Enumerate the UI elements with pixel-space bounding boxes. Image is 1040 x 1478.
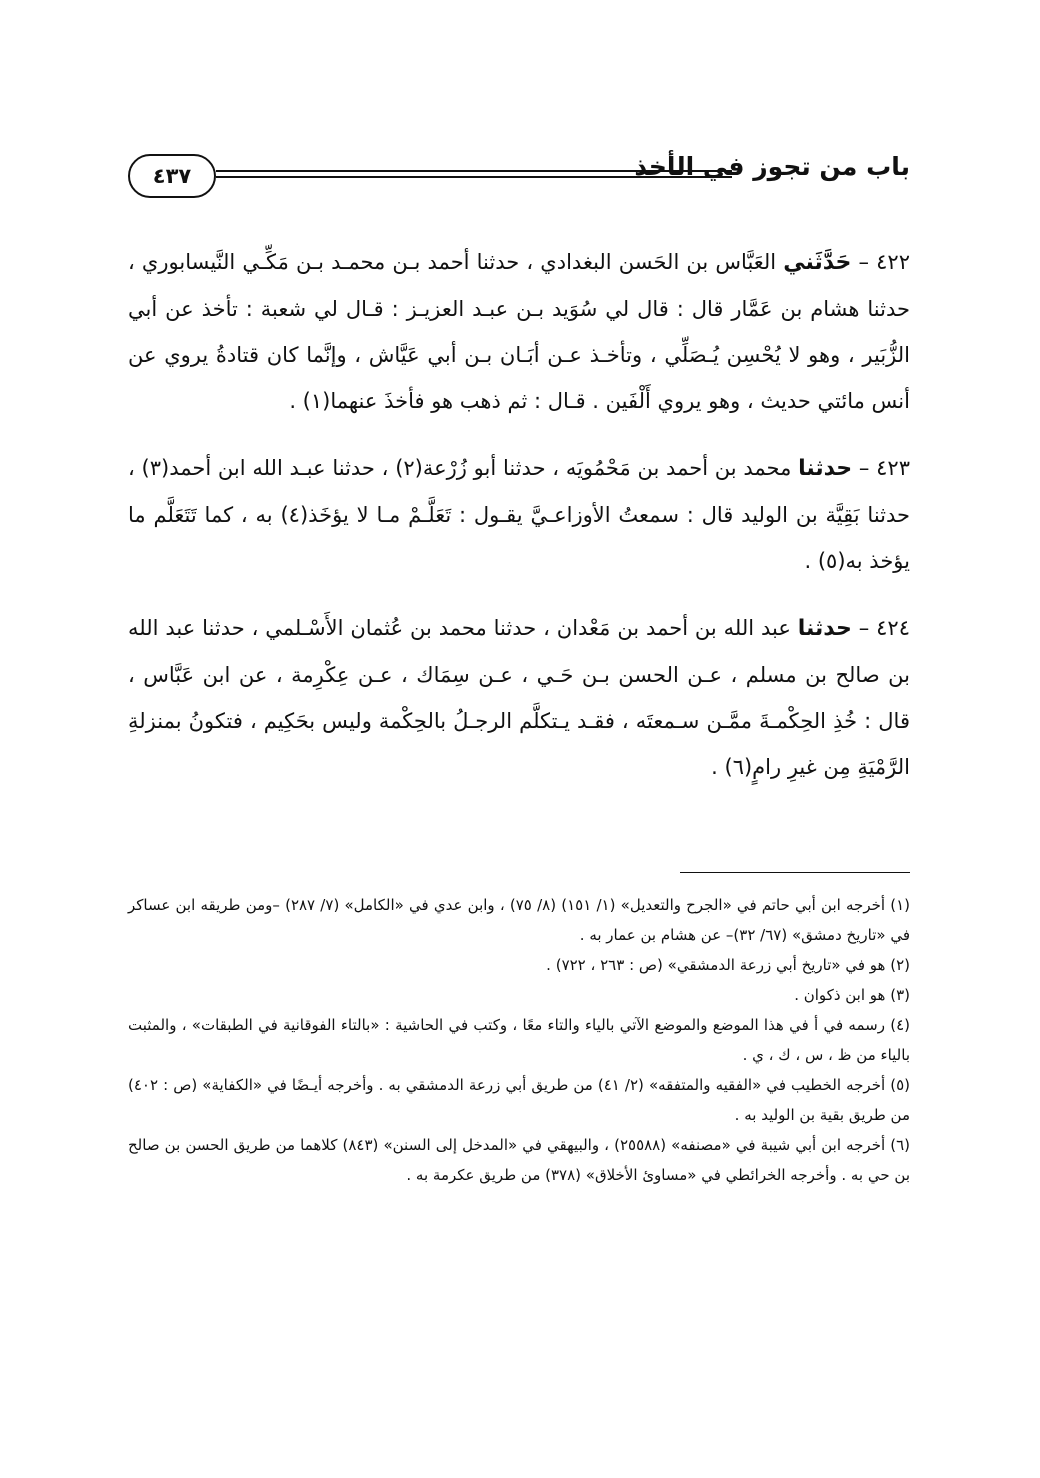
footnote-separator <box>680 872 910 873</box>
page-number: ٤٣٧ <box>128 154 216 198</box>
hadith-paragraph: ٤٢٣ – حدثنا محمد بن أحمد بن مَحْمُويَه ، حدثنا أبو زُرْعة(٢) ، حدثنا عبـد الله ابن أحمد(٣) ، حدثنا بَقِيَّة بن الوليد قال : سمعتُ الأوزاعـيَّ يقـول : تَعَلَّـمْ مـا لا يؤخَذ(٤) به ، كما تَتَعَلَّم ما يؤخذ به(٥) . <box>128 456 910 573</box>
hadith-text: عبد الله بن أحمد بن مَعْدان ، حدثنا محمد بن عُثمان الأَسْـلمي ، حدثنا عبد الله بن صالح بن مسلم ، عـن الحسن بـن حَـي ، عـن سِمَاك ، عـن عِكْرِمة ، عن ابن عَبَّاس ، قال : خُذِ الحِكْمـةَ ممَّـن سـمعتَه ، فقـد يـتكلَّم الرجـلُ بالحِكْمة وليس بحَكِيم ، فتكونُ بمنزلةِ الرَّمْيَةِ مِن غيرِ رامٍ(٦) . <box>128 616 910 779</box>
hadith-number: ٤٢٤ <box>876 616 910 640</box>
footnote: (٣) هو ابن ذكوان . <box>794 986 910 1004</box>
main-text <box>128 218 910 802</box>
footnote: (١) أخرجه ابن أبي حاتم في «الجرح والتعديل» (١/ ١٥١) (٨/ ٧٥) ، وابن عدي في «الكامل» (٧/ ٢٨٧) –ومن طريقه ابن عساكر في «تاريخ دمشق» (٦٧/ ٣٢)– عن هشام بن عمار به . <box>128 896 911 944</box>
hadith-keyword: حَدَّثَني <box>783 250 852 275</box>
hadith-keyword: حدثنا <box>798 456 853 481</box>
footnote: (٢) هو في «تاريخ أبي زرعة الدمشقي» (ص : ٢٦٣ ، ٧٢٢) . <box>546 956 910 974</box>
page-header <box>128 150 910 206</box>
hadith-paragraph: ٤٢٤ – حدثنا عبد الله بن أحمد بن مَعْدان ، حدثنا محمد بن عُثمان الأَسْـلمي ، حدثنا عبد الله بن صالح بن مسلم ، عـن الحسن بـن حَـي ، عـن سِمَاك ، عـن عِكْرِمة ، عن ابن عَبَّاس ، قال : خُذِ الحِكْمـةَ ممَّـن سـمعتَه ، فقـد يـتكلَّم الرجـلُ بالحِكْمة وليس بحَكِيم ، فتكونُ بمنزلةِ الرَّمْيَةِ مِن غيرِ رامٍ(٦) . <box>128 616 910 779</box>
hadith-keyword: حدثنا <box>797 616 852 641</box>
hadith-text: العَبَّاس بن الحَسن البغدادي ، حدثنا أحمد بـن محمـد بـن مَكِّـي النَّيسابوري ، حدثنا هشام بن عَمَّار قال : قال لي سُوَيد بـن عبـد العزيـز : قـال لي شعبة : تأخذ عن أبي الزُّبَير ، وهو لا يُحْسِن يُـصَلِّي ، وتأخـذ عـن أبَـان بـن أبي عَيَّاش ، وإنَّما كان قتادةُ يروي عن أنس مائتي حديث ، وهو يروي أَلْفَين . قـال : ثم ذهب هو فأخذَ عنهما(١) . <box>128 250 910 413</box>
hadith-number: ٤٢٣ <box>876 456 910 480</box>
footnote: (٤) رسمه في أ في هذا الموضع والموضع الآتي بالياء والتاء معًا ، وكتب في الحاشية : «بالتاء الفوقانية في الطبقات» ، والمثبت بالياء من ظ ، س ، ك ، ي . <box>128 1016 910 1064</box>
footnote: (٥) أخرجه الخطيب في «الفقيه والمتفقه» (٢/ ٤١) من طريق أبي زرعة الدمشقي به . وأخرجه أيـضًا في «الكفاية» (ص : ٤٠٢) من طريق بقية بن الوليد به . <box>128 1076 910 1124</box>
header-double-rule <box>216 170 732 182</box>
hadith-number: ٤٢٢ <box>876 250 910 274</box>
footnote: (٦) أخرجه ابن أبي شيبة في «مصنفه» (٢٥٥٨٨) ، والبيهقي في «المدخل إلى السنن» (٨٤٣) كلاهما من طريق الحسن بن صالح بن حي به . وأخرجه الخرائطي في «مساوئ الأخلاق» (٣٧٨) من طريق عكرمة به . <box>128 1136 910 1184</box>
footnotes <box>128 890 910 1190</box>
hadith-paragraph: ٤٢٢ – حَدَّثَني العَبَّاس بن الحَسن البغدادي ، حدثنا أحمد بـن محمـد بـن مَكِّـي النَّيسابوري ، حدثنا هشام بن عَمَّار قال : قال لي سُوَيد بـن عبـد العزيـز : قـال لي شعبة : تأخذ عن أبي الزُّبَير ، وهو لا يُحْسِن يُـصَلِّي ، وتأخـذ عـن أبَـان بـن أبي عَيَّاش ، وإنَّما كان قتادةُ يروي عن أنس مائتي حديث ، وهو يروي أَلْفَين . قـال : ثم ذهب هو فأخذَ عنهما(١) . <box>128 250 910 413</box>
chapter-title: باب من تجوز في الأخذ <box>634 152 910 181</box>
hadith-text: محمد بن أحمد بن مَحْمُويَه ، حدثنا أبو زُرْعة(٢) ، حدثنا عبـد الله ابن أحمد(٣) ، حدثنا بَقِيَّة بن الوليد قال : سمعتُ الأوزاعـيَّ يقـول : تَعَلَّـمْ مـا لا يؤخَذ(٤) به ، كما تَتَعَلَّم ما يؤخذ به(٥) . <box>128 456 910 573</box>
